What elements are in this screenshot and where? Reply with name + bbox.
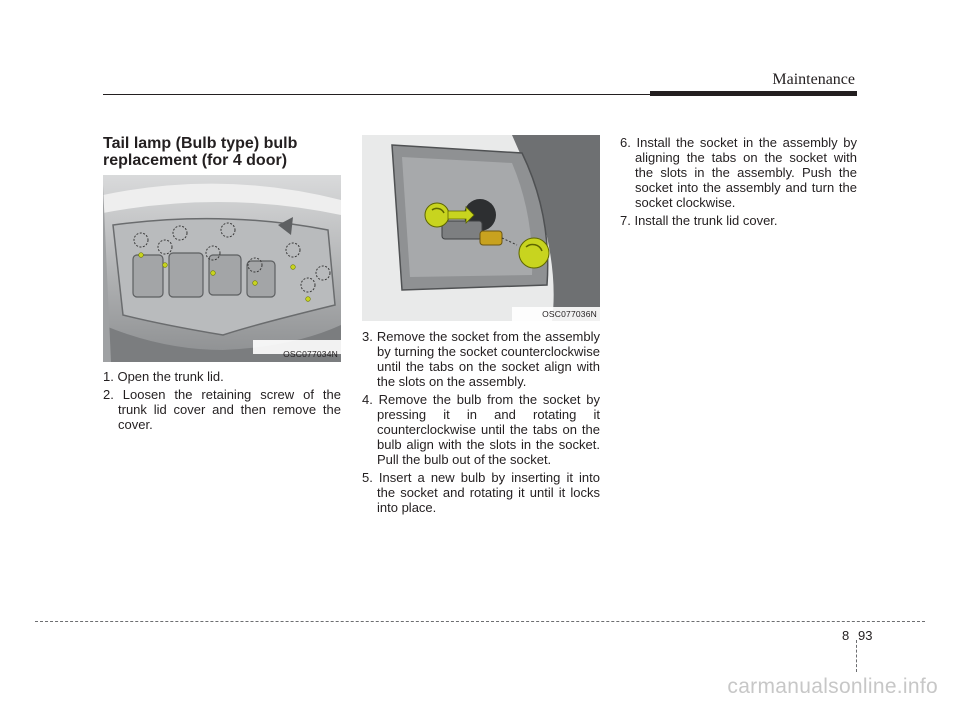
figure-tail-lamp [362, 135, 600, 321]
figure-trunk-lid [103, 175, 341, 362]
step-5: 5. Insert a new bulb by inserting it into the socket and rotating it until it locks into place. [362, 470, 600, 515]
header-rule-thick [650, 91, 857, 96]
footer-divider [35, 621, 925, 622]
steps-column-2 [362, 329, 600, 518]
page-number-value: 93 [858, 628, 873, 643]
trunk-lid-cover-screws-illustration [103, 175, 341, 362]
figure-code: OSC077036N [542, 309, 597, 319]
step-7: 7. Install the trunk lid cover. [620, 213, 778, 228]
steps-column-3 [620, 135, 857, 231]
step-2: 2. Loosen the retaining screw of the trunk lid cover and then remove the cover. [103, 387, 341, 432]
step-6: 6. Install the socket in the assembly by aligning the tabs on the socket with the slots in the assembly. Push the socket into the assembly and turn the socket clockwise. [620, 135, 857, 210]
watermark-text: carmanualsonline.info [727, 675, 938, 698]
section-title: Maintenance [772, 71, 855, 88]
step-1: 1. Open the trunk lid. [103, 369, 224, 384]
figure-code: OSC077034N [283, 349, 338, 359]
header-rule-thin [103, 94, 650, 95]
step-4: 4. Remove the bulb from the socket by pressing it in and rotating it counterclockwise until the tabs on the bulb align with the slots in the socket. Pull the bulb out of the socket. [362, 392, 600, 467]
page-number-divider [856, 640, 857, 672]
chapter-number: 8 [842, 628, 850, 643]
step-3: 3. Remove the socket from the assembly by turning the socket counterclockwise until the tabs on the socket align with the slots on the assembly. [362, 329, 600, 389]
page-heading: Tail lamp (Bulb type) bulb replacement (for 4 door) [103, 135, 298, 169]
steps-column-1 [103, 369, 341, 435]
tail-lamp-socket-illustration [362, 135, 600, 321]
